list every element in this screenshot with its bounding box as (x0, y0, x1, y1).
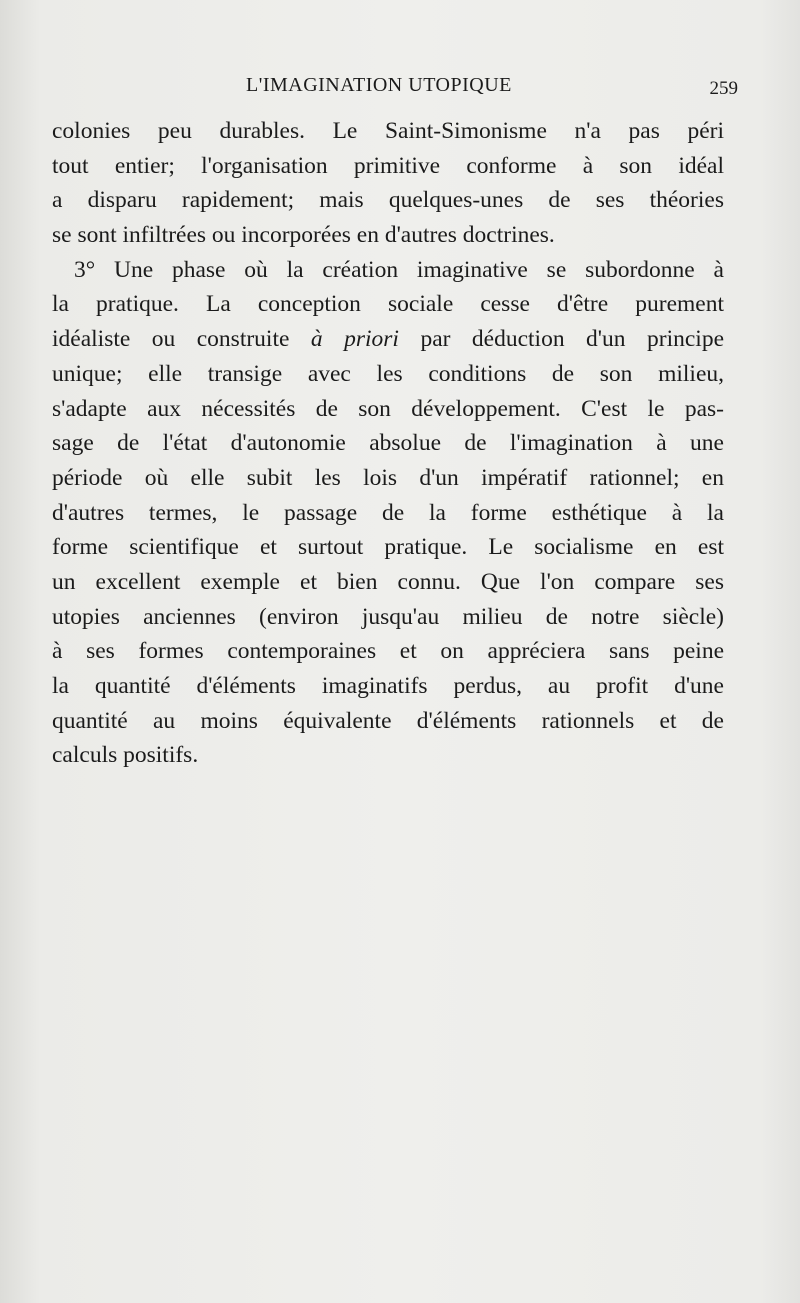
text-line: quantité au moins équivalente d'éléments rationnels et de (52, 707, 724, 734)
text-line: sage de l'état d'autonomie absolue de l'imagination à une (52, 430, 724, 457)
page-number: 259 (709, 78, 738, 99)
text-segment: par déduction d'un principe (420, 326, 724, 353)
body-text (52, 114, 724, 773)
text-line: la pratique. La conception sociale cesse d'être purement (52, 291, 724, 318)
italic-phrase: à priori (310, 326, 399, 353)
text-line: forme scientifique et surtout pratique. Le socialisme en est (52, 534, 724, 561)
text-line: tout entier; l'organisation primitive conforme à son idéal (52, 152, 724, 179)
text-line: se sont infiltrées ou incorporées en d'autres doctrines. (52, 222, 555, 249)
text-line: calculs positifs. (52, 742, 199, 769)
text-line: à ses formes contemporaines et on appréciera sans peine (52, 638, 724, 665)
running-title: L'IMAGINATION UTOPIQUE (246, 74, 512, 96)
text-line-with-italic (52, 322, 724, 357)
text-line: unique; elle transige avec les conditions de son milieu, (52, 360, 724, 387)
running-head (52, 74, 738, 104)
text-line: d'autres termes, le passage de la forme esthétique à la (52, 499, 724, 526)
text-line: 3° Une phase où la création imaginative se subordonne à (74, 256, 724, 283)
text-line: un excellent exemple et bien connu. Que l'on compare ses (52, 568, 724, 595)
text-line: la quantité d'éléments imaginatifs perdus, au profit d'une (52, 673, 724, 699)
text-line: utopies anciennes (environ jusqu'au milieu de notre siècle) (52, 603, 724, 630)
text-line: période où elle subit les lois d'un impératif rationnel; en (52, 464, 724, 491)
text-line: colonies peu durables. Le Saint-Simonisme n'a pas péri (52, 118, 724, 144)
text-line: s'adapte aux nécessités de son développement. C'est le pas- (52, 395, 724, 422)
text-line: a disparu rapidement; mais quelques-unes de ses théories (52, 187, 724, 214)
text-segment: idéaliste ou construite (52, 326, 290, 353)
